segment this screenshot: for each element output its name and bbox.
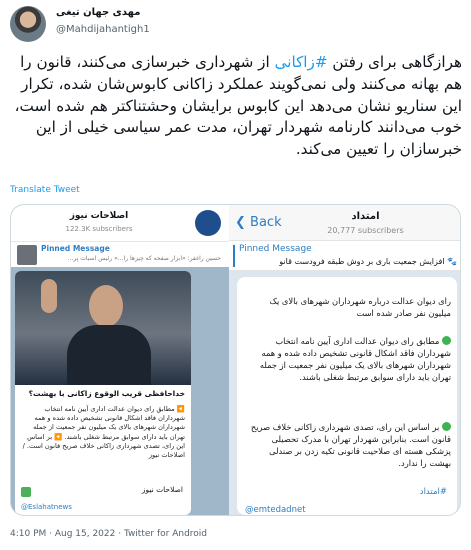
check-icon [21,487,31,497]
pinned-thumbnail [17,245,37,265]
left-subscriber-count: 122.3K subscribers [65,225,133,233]
left-pinned-message [11,241,229,267]
back-label: Back [250,215,282,230]
photo-face [89,285,123,327]
green-dot-icon [442,422,451,431]
left-pinned-title: Pinned Message [41,244,110,253]
green-dot-icon [442,336,451,345]
left-body: ◀️ مطابق رای دیوان عدالت اداری آیین نامه انتخاب شهرداران فاقد اشکال قانونی تشخیص داده شده و همه شهرداران شهرهای بالای یک میلیون نفر جمعیت از جمله تهران باید دارای سوابق مرتبط شغلی باشند. ◀️ بر اساس این رای، تصدی شهرداری زاکانی خلاف صریح قانون است. /اصلاحات نیوز [22,405,185,460]
left-channel-name: اصلاحات نیوز [69,211,129,221]
right-paragraph-3 [245,421,451,469]
hashtag-link[interactable]: #زاکانی [274,53,328,71]
left-channel-header [11,205,229,241]
news-photo [15,271,191,385]
right-pinned-title: Pinned Message [239,244,312,254]
left-telegram-screenshot [11,205,229,516]
tweet-text-start: هرازگاهی برای رفتن [327,53,462,71]
author-handle[interactable]: @Mahdijahantigh1 [56,24,150,35]
left-footer: اصلاحات نیوز [141,485,183,494]
left-message-bubble [15,271,191,515]
tweet-text-rest: از شهرداری خبرسازی می‌کنند، قانون را هم بهانه می‌کنند ولی نمی‌گویند عملکرد زاکانی کابوس‌شان شده، تکرار این سناریو نشان می‌دهد این کابوس برایشان وحشتناکتر هم شده است، خوب می‌دانند کارنامه شهردار تهران، مدت عمر سیاسی خیلی از این خبرسازان را تعیین می‌کند. [14,53,462,159]
channel-logo [195,210,221,236]
author-name[interactable]: مهدی جهان تیغی [56,7,141,18]
right-paragraph-2-text: مطابق رای دیوان عدالت اداری آیین نامه انتخاب شهرداران فاقد اشکال قانونی تشخیص داده شده و همه شهرداران شهرهای بالای یک میلیون نفر جمعیت از جمله تهران باید دارای سوابق مرتبط شغلی باشند. [259,336,451,382]
left-source-handle: @Eslahatnews [21,503,72,511]
right-paragraph-3-text: بر اساس این رای، تصدی شهرداری زاکانی خلاف صریح قانون است. بنابراین شهردار تهران با مدرک تحصیلی پزشکی هسته ای صلاحیت قانونی تکیه زدن بر صندلی بهشت را ندارد. [250,422,451,468]
tweet-text [10,52,462,161]
right-channel-header [229,205,461,241]
right-subscriber-count: 20,777 subscribers [327,226,404,235]
right-channel-name: امتداد [351,211,380,222]
avatar[interactable] [10,6,46,42]
photo-suit [67,325,151,385]
photo-hand [41,279,57,313]
right-source-handle: @emtedadnet [245,505,306,515]
translate-tweet-link[interactable]: Translate Tweet [10,185,80,195]
tweet-timestamp[interactable]: 4:10 PM · Aug 15, 2022 · Twitter for Android [10,529,207,539]
right-message-bubble [237,277,457,515]
right-hashtag: #امتداد [419,487,447,497]
right-paragraph-1: رای دیوان عدالت درباره شهرداران شهرهای بالای یک میلیون نفر صادر شده است [269,296,451,318]
chevron-left-icon: ❮ [235,215,246,230]
right-pinned-message [229,241,461,271]
tweet-media-image[interactable] [10,204,461,516]
left-caption: خداحافظی قریب الوقوع زاکانی با بهشت؟ [28,389,185,398]
left-pinned-text: حسین راغفر: «ابزار صفحه که چیزها را...» رئیس اسبات پر... [67,255,221,262]
right-pinned-text: 🐾 افزایش جمعیت باری بر دوش طبقه فرودست قانو [279,257,457,266]
tweet-header [10,6,461,42]
right-telegram-screenshot [229,205,461,516]
pin-bar [233,245,235,267]
right-paragraph-2 [245,335,451,383]
